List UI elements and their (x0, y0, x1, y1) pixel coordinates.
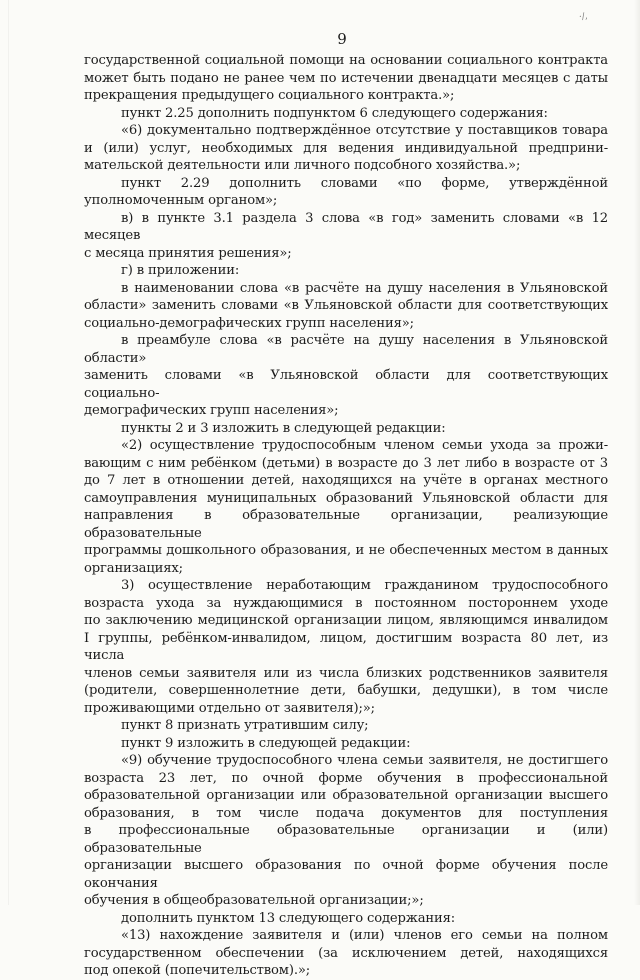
text-line: «2) осуществление трудоспособным членом семьи ухода за прожи- (121, 438, 608, 453)
corner-stamp-mark: ·/, (578, 11, 589, 23)
text-line: «13) нахождение заявителя и (или) членов его семьи на полном (121, 928, 608, 943)
text-line: пункт 2.25 дополнить подпунктом 6 следующего содержания: (121, 105, 548, 121)
scan-edge-line (8, 0, 9, 905)
text-line: пункты 2 и 3 изложить в следующей редакции: (121, 420, 446, 436)
text-line: «6) документально подтверждённое отсутствие у поставщиков товара (121, 123, 608, 138)
text-line: образовательной организации или образовательной организации высшего (84, 788, 608, 803)
text-line: пункт 8 признать утратившим силу; (121, 718, 369, 733)
text-line: социально-демографических групп населения»; (84, 315, 414, 331)
text-line: области» заменить словами «в Ульяновской области для соответствующих (84, 298, 608, 313)
text-line: образования, в том числе подача документов для поступления (84, 805, 608, 821)
text-line: организациях; (84, 560, 183, 576)
text-line: может быть подано не ранее чем по истечении двенадцати месяцев с даты (84, 70, 608, 86)
text-line: возраста ухода за нуждающимися в постоянном постороннем уходе (84, 595, 608, 611)
text-line: возраста 23 лет, по очной форме обучения в профессиональной (84, 770, 608, 786)
text-line: в) в пункте 3.1 раздела 3 слова «в год» заменить словами «в 12 месяцев (84, 210, 608, 243)
document-body (84, 52, 608, 980)
text-line: демографических групп населения»; (84, 403, 339, 418)
text-line: г) в приложении: (121, 263, 240, 278)
text-line: с месяца принятия решения»; (84, 245, 292, 261)
text-line: самоуправления муниципальных образований Ульяновской области для (84, 490, 608, 506)
text-line: направления в образовательные организации, реализующие образовательные (84, 508, 608, 541)
text-line: в преамбуле слова «в расчёте на душу населения в Ульяновской области» (84, 333, 608, 366)
text-line: пункт 2.29 дополнить словами «по форме, утверждённой (121, 175, 608, 191)
page-number: 9 (337, 30, 347, 48)
text-line: заменить словами «в Ульяновской области для соответствующих социально- (84, 368, 608, 401)
text-line: организации высшего образования по очной форме обучения после окончания (84, 858, 608, 891)
text-line: дополнить пунктом 13 следующего содержания: (121, 910, 456, 926)
text-line: мательской деятельности или личного подсобного хозяйства.»; (84, 158, 521, 173)
text-line: 3) осуществление неработающим гражданином трудоспособного (121, 578, 608, 593)
text-line: государственной социальной помощи на основании социального контракта (84, 53, 608, 68)
text-line: до 7 лет в отношении детей, находящихся на учёте в органах местного (84, 473, 608, 488)
text-line: по заключению медицинской организации лицом, являющимся инвалидом (84, 613, 608, 628)
text-line: вающим с ним ребёнком (детьми) в возрасте до 3 лет либо в возрасте от 3 (84, 455, 608, 471)
text-line: государственном обеспечении (за исключением детей, находящихся (84, 945, 608, 961)
scan-edge-shadow (634, 0, 640, 905)
text-line: обучения в общеобразовательной организации;»; (84, 893, 424, 908)
text-line: I группы, ребёнком-инвалидом, лицом, достигшим возраста 80 лет, из числа (84, 630, 608, 663)
text-line: «9) обучение трудоспособного члена семьи заявителя, не достигшего (121, 753, 608, 768)
text-line: в наименовании слова «в расчёте на душу населения в Ульяновской (121, 280, 608, 296)
text-line: членов семьи заявителя или из числа близких родственников заявителя (84, 665, 608, 681)
text-line: программы дошкольного образования, и не обеспеченных местом в данных (84, 543, 608, 558)
text-line: под опекой (попечительством).»; (84, 963, 311, 978)
text-line: уполномоченным органом»; (84, 193, 278, 208)
text-line: проживающими отдельно от заявителя);»; (84, 700, 375, 716)
text-line: пункт 9 изложить в следующей редакции: (121, 735, 411, 751)
text-line: в профессиональные образовательные организации и (или) образовательные (84, 823, 608, 856)
text-line: прекращения предыдущего социального контракта.»; (84, 88, 455, 103)
text-line: и (или) услуг, необходимых для ведения индивидуальной предприни- (84, 140, 608, 156)
text-line: (родители, совершеннолетние дети, бабушки, дедушки), в том числе (84, 683, 608, 698)
